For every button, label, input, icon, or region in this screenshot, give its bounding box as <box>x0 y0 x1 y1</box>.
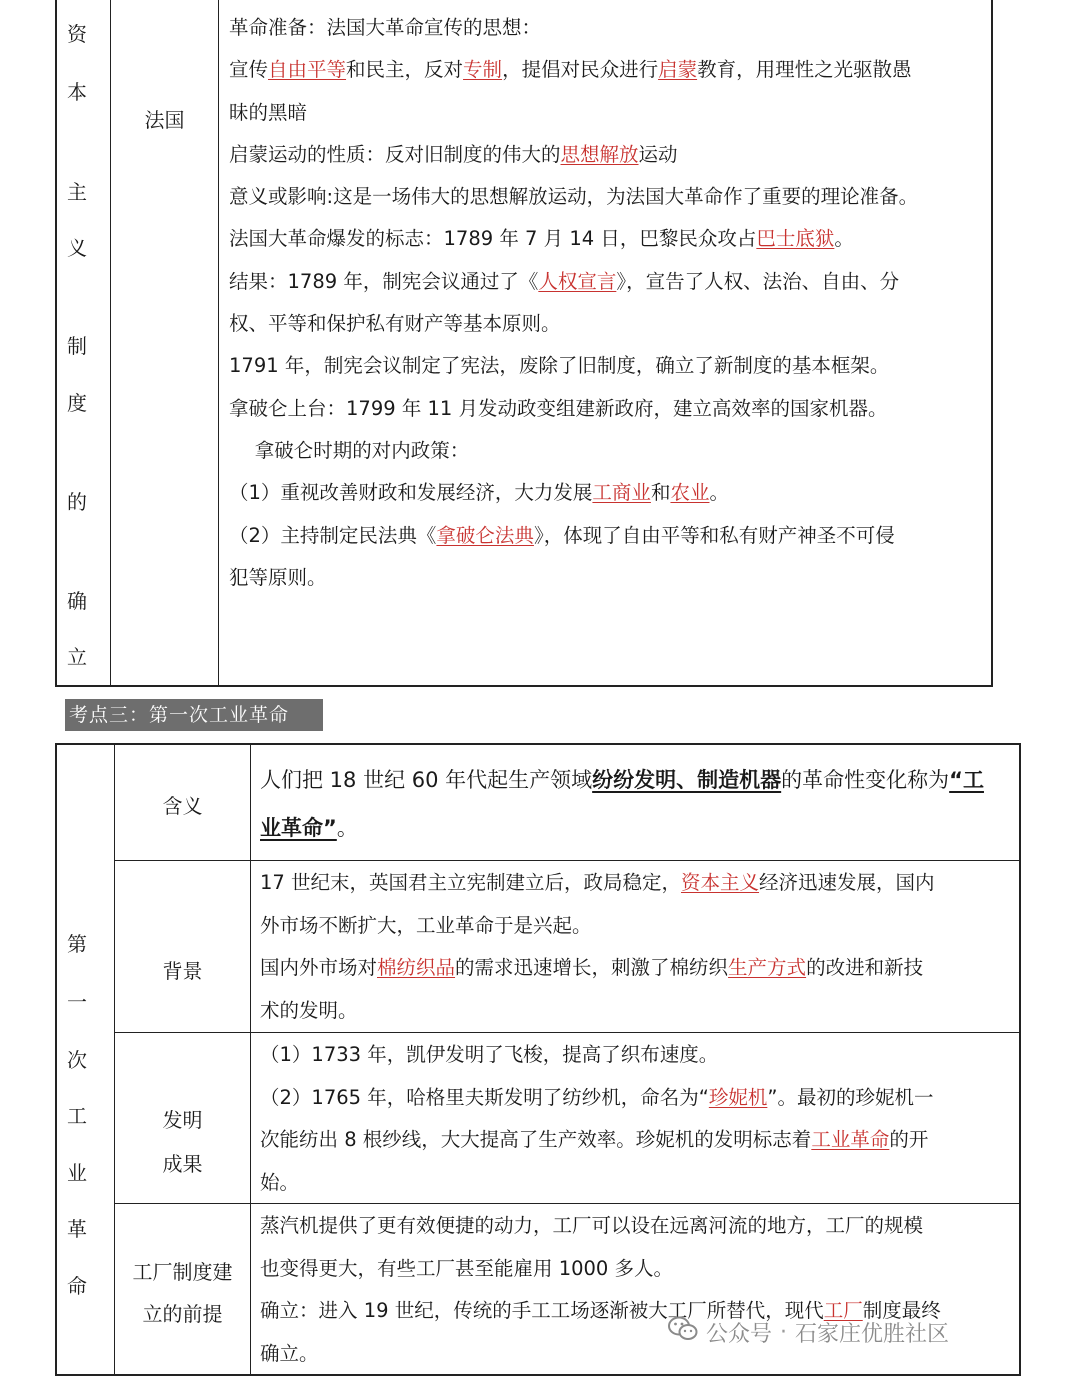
text-segment: 术的发明。 <box>260 998 358 1022</box>
text-segment: 确立。 <box>260 1341 319 1365</box>
row-label: 发明 <box>162 1108 203 1132</box>
text-segment: 拿破仑时期的对内政策： <box>229 438 470 462</box>
highlighted-keyword: 工商业 <box>592 481 651 505</box>
content-line <box>260 947 1016 990</box>
vertical-title-char: 革 <box>67 1217 87 1241</box>
text-segment: 的改进和新技 <box>806 956 924 979</box>
row-label: 含义 <box>162 794 203 818</box>
text-segment: 的开 <box>889 1128 929 1151</box>
content-line <box>260 905 1016 948</box>
section-heading: 考点三：第一次工业革命 <box>65 699 323 731</box>
content-line <box>229 557 989 599</box>
text-segment: 启蒙运动的性质：反对旧制度的伟大的 <box>229 142 561 166</box>
row-content <box>260 1034 1016 1204</box>
watermark-account-name: 石家庄优胜社区 <box>795 1321 950 1347</box>
text-segment: 经济迅速发展，国内 <box>759 871 935 894</box>
row-content <box>260 862 1016 1032</box>
watermark <box>668 1316 949 1348</box>
vertical-title-char: 工 <box>67 1104 87 1128</box>
content-line <box>229 388 989 430</box>
text-segment: 》，宣告了人权、法治、自由、分 <box>616 269 900 293</box>
text-segment: 》，体现了自由平等和私有财产神圣不可侵 <box>533 523 895 547</box>
text-segment: 昧的黑暗 <box>229 100 308 124</box>
text-segment: 宣传 <box>229 58 269 82</box>
text-segment: 17 世纪末，英国君主立宪制建立后，政局稳定， <box>260 871 682 894</box>
row-label: 工厂制度建 <box>132 1260 233 1284</box>
text-segment: 蒸汽机提供了更有效便捷的动力，工厂可以设在远离河流的地方，工厂的规模 <box>260 1214 924 1237</box>
content-line <box>260 1248 1016 1291</box>
text-segment: 始。 <box>260 1170 300 1194</box>
text-segment: 1791 年，制宪会议制定了宪法，废除了旧制度，确立了新制度的基本框架。 <box>229 354 890 378</box>
content-line <box>260 1119 1016 1162</box>
vertical-title-char: 确 <box>67 589 87 613</box>
row-content <box>260 1205 1016 1375</box>
text-segment: 教育，用理性之光驱散愚 <box>697 58 912 82</box>
vertical-title-char: 次 <box>67 1048 87 1072</box>
vertical-title-char: 本 <box>67 80 87 104</box>
vertical-title-char: 立 <box>67 645 87 669</box>
text-segment: （1）重视改善财政和发展经济，大力发展 <box>229 481 593 505</box>
bold-underlined-term: 业革命” <box>260 816 337 840</box>
text-segment: 法国大革命爆发的标志：1789 年 7 月 14 日，巴黎民众攻占 <box>229 227 757 251</box>
text-segment: ，提倡对民众进行 <box>502 58 659 82</box>
watermark-dot: · <box>780 1319 788 1345</box>
highlighted-keyword: 农业 <box>670 481 710 505</box>
text-segment: 国内外市场对 <box>260 956 378 979</box>
vertical-title-char: 义 <box>67 236 87 260</box>
text-segment: 人们把 18 世纪 60 年代起生产领域 <box>260 768 593 792</box>
text-segment: （1）1733 年，凯伊发明了飞梭，提高了织布速度。 <box>260 1043 719 1066</box>
highlighted-keyword: 自由平等 <box>268 58 347 82</box>
highlighted-keyword: 拿破仑法典 <box>436 523 534 547</box>
text-segment: 的需求迅速增长，刺激了棉纺织 <box>455 956 729 979</box>
content-line <box>229 515 989 557</box>
content-line <box>260 990 1016 1033</box>
text-segment: 。 <box>834 227 854 251</box>
row-label: 成果 <box>162 1152 203 1176</box>
vertical-title-char: 的 <box>67 490 87 514</box>
text-segment: 和民主，反对 <box>346 58 464 82</box>
content-line <box>260 1205 1016 1248</box>
text-segment: 。 <box>336 816 358 840</box>
text-segment: 拿破仑上台：1799 年 11 月发动政变组建新政府，建立高效率的国家机器。 <box>229 396 888 420</box>
row-label: 背景 <box>162 959 203 983</box>
vertical-title-char: 主 <box>67 180 87 204</box>
content-line <box>229 218 989 260</box>
text-segment: 也变得更大，有些工厂甚至能雇用 1000 多人。 <box>260 1256 674 1280</box>
highlighted-keyword: 棉纺织品 <box>377 956 456 979</box>
text-segment: 犯等原则。 <box>229 565 327 589</box>
content-line <box>229 7 989 49</box>
text-segment: 和 <box>650 481 671 505</box>
text-segment: ”。最初的珍妮机一 <box>767 1085 934 1109</box>
row-content <box>260 756 1016 852</box>
vertical-title-char: 第 <box>67 932 87 956</box>
highlighted-keyword: 生产方式 <box>728 956 807 979</box>
highlighted-keyword: 工厂 <box>823 1299 863 1322</box>
text-segment: 权、平等和保护私有财产等基本原则。 <box>229 312 561 336</box>
content-line <box>229 472 989 514</box>
vertical-title-char: 命 <box>67 1274 87 1298</box>
vertical-title-char: 制 <box>67 334 87 358</box>
content-line <box>229 134 989 176</box>
vertical-title-char: 一 <box>67 990 87 1014</box>
highlighted-keyword: 专制 <box>463 58 503 82</box>
highlighted-keyword: 巴士底狱 <box>756 227 835 251</box>
text-segment: 的革命性变化称为 <box>781 768 950 792</box>
row-label: 立的前提 <box>142 1302 223 1326</box>
text-segment: （2）1765 年，哈格里夫斯发明了纺纱机，命名为“ <box>260 1085 709 1109</box>
content-line <box>229 261 989 303</box>
vertical-title-char: 度 <box>67 391 87 415</box>
highlighted-keyword: 思想解放 <box>560 142 639 166</box>
highlighted-keyword: 启蒙 <box>658 58 698 82</box>
content-line <box>229 430 989 472</box>
content-line <box>229 345 989 387</box>
content-line <box>229 49 989 91</box>
wechat-icon <box>668 1316 698 1348</box>
content-line <box>260 756 1016 804</box>
bold-underlined-term: 纷纷发明、制造机器 <box>592 768 782 792</box>
content-line <box>260 1077 1016 1120</box>
text-segment: 次能纺出 8 根纱线，大大提高了生产效率。珍妮机的发明标志着 <box>260 1128 812 1151</box>
highlighted-keyword: 工业革命 <box>811 1128 890 1151</box>
text-segment: 外市场不断扩大，工业革命于是兴起。 <box>260 913 592 937</box>
content-line <box>229 303 989 345</box>
content-line <box>260 804 1016 852</box>
text-segment: 。 <box>709 481 729 505</box>
highlighted-keyword: 人权宣言 <box>538 269 617 293</box>
text-segment: 确立：进入 19 世纪，传统的手工工场逐渐被大工厂所替代，现代 <box>260 1299 824 1322</box>
bold-underlined-term: “工 <box>949 768 984 792</box>
table1-content <box>229 7 989 599</box>
content-line <box>260 1034 1016 1077</box>
text-segment: 运动 <box>638 142 678 166</box>
watermark-text: 公众号 <box>706 1321 773 1347</box>
country-label: 法国 <box>144 108 185 132</box>
vertical-title-char: 资 <box>67 22 87 46</box>
content-line <box>229 176 989 218</box>
highlighted-keyword: 资本主义 <box>681 871 760 894</box>
content-line <box>260 1162 1016 1205</box>
text-segment: 革命准备：法国大革命宣传的思想： <box>229 16 542 39</box>
highlighted-keyword: 珍妮机 <box>708 1085 768 1109</box>
vertical-title-char: 业 <box>67 1161 87 1185</box>
content-line <box>260 862 1016 905</box>
text-segment: 制度最终 <box>862 1299 941 1322</box>
text-segment: 结果：1789 年，制宪会议通过了《 <box>229 269 539 293</box>
content-line <box>229 92 989 134</box>
text-segment: 意义或影响:这是一场伟大的思想解放运动，为法国大革命作了重要的理论准备。 <box>229 185 919 209</box>
text-segment: （2）主持制定民法典《 <box>229 523 437 547</box>
